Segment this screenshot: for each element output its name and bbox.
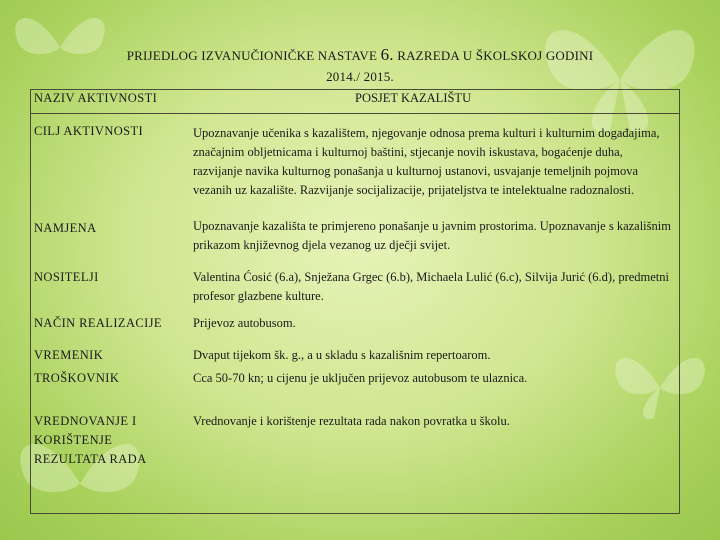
value-troskovnik: Cca 50-70 kn; u cijenu je uključen prijevoz autobusom te ulaznica. [193,371,528,385]
title-suffix: RAZREDA U ŠKOLSKOJ GODINI [397,48,594,63]
title-grade-number: 6. [380,45,394,64]
label-cilj: CILJ AKTIVNOSTI [34,124,144,138]
value-namjena: Upoznavanje kazališta te primjereno ponašanje u javnim prostorima. Upoznavanje s kazališnim prikazom književnog djela vezanog uz dječji svijet. [193,219,671,252]
label-nacin: NAČIN REALIZACIJE [34,316,162,330]
title-prefix: PRIJEDLOG IZVANUČIONIČKE NASTAVE [126,48,378,63]
value-vremenik: Dvaput tijekom šk. g., a u skladu s kazališnim repertoarom. [193,348,491,362]
title-line-2: 2014./ 2015. [326,69,394,84]
label-troskovnik: TROŠKOVNIK [34,371,120,385]
label-namjena: NAMJENA [34,221,97,235]
title-line-1 [0,44,720,66]
label-vremenik: VREMENIK [34,348,104,362]
label-naziv: NAZIV AKTIVNOSTI [34,91,158,105]
document-title [0,44,720,87]
header-divider [30,113,680,114]
value-nositelji: Valentina Ćosić (6.a), Snježana Grgec (6.b), Michaela Lulić (6.c), Silvija Jurić (6.d), predmetni profesor glazbene kulture. [193,270,670,303]
value-nacin: Prijevoz autobusom. [193,316,296,330]
label-vrednovanje: VREDNOVANJE I KORIŠTENJE REZULTATA RADA [34,414,147,466]
label-nositelji: NOSITELJI [34,270,99,284]
value-naziv: POSJET KAZALIŠTU [355,91,472,105]
value-cilj: Upoznavanje učenika s kazalištem, njegovanje odnosa prema kulturi i kulturnim događajima, značajnim obljetnicama i kulturnoj baštini, stjecanje novih iskustava, bogaćenje duha, razvijanje navika kulturnog ponašanja u kulturnoj ustanovi, usvajanje temeljnih pojmova vezanih uz kazalište. Razvijanje socijalizacije, prijateljstva te intelektualne radoznalosti. [193,126,660,197]
value-vrednovanje: Vrednovanje i korištenje rezultata rada nakon povratka u školu. [193,414,510,428]
